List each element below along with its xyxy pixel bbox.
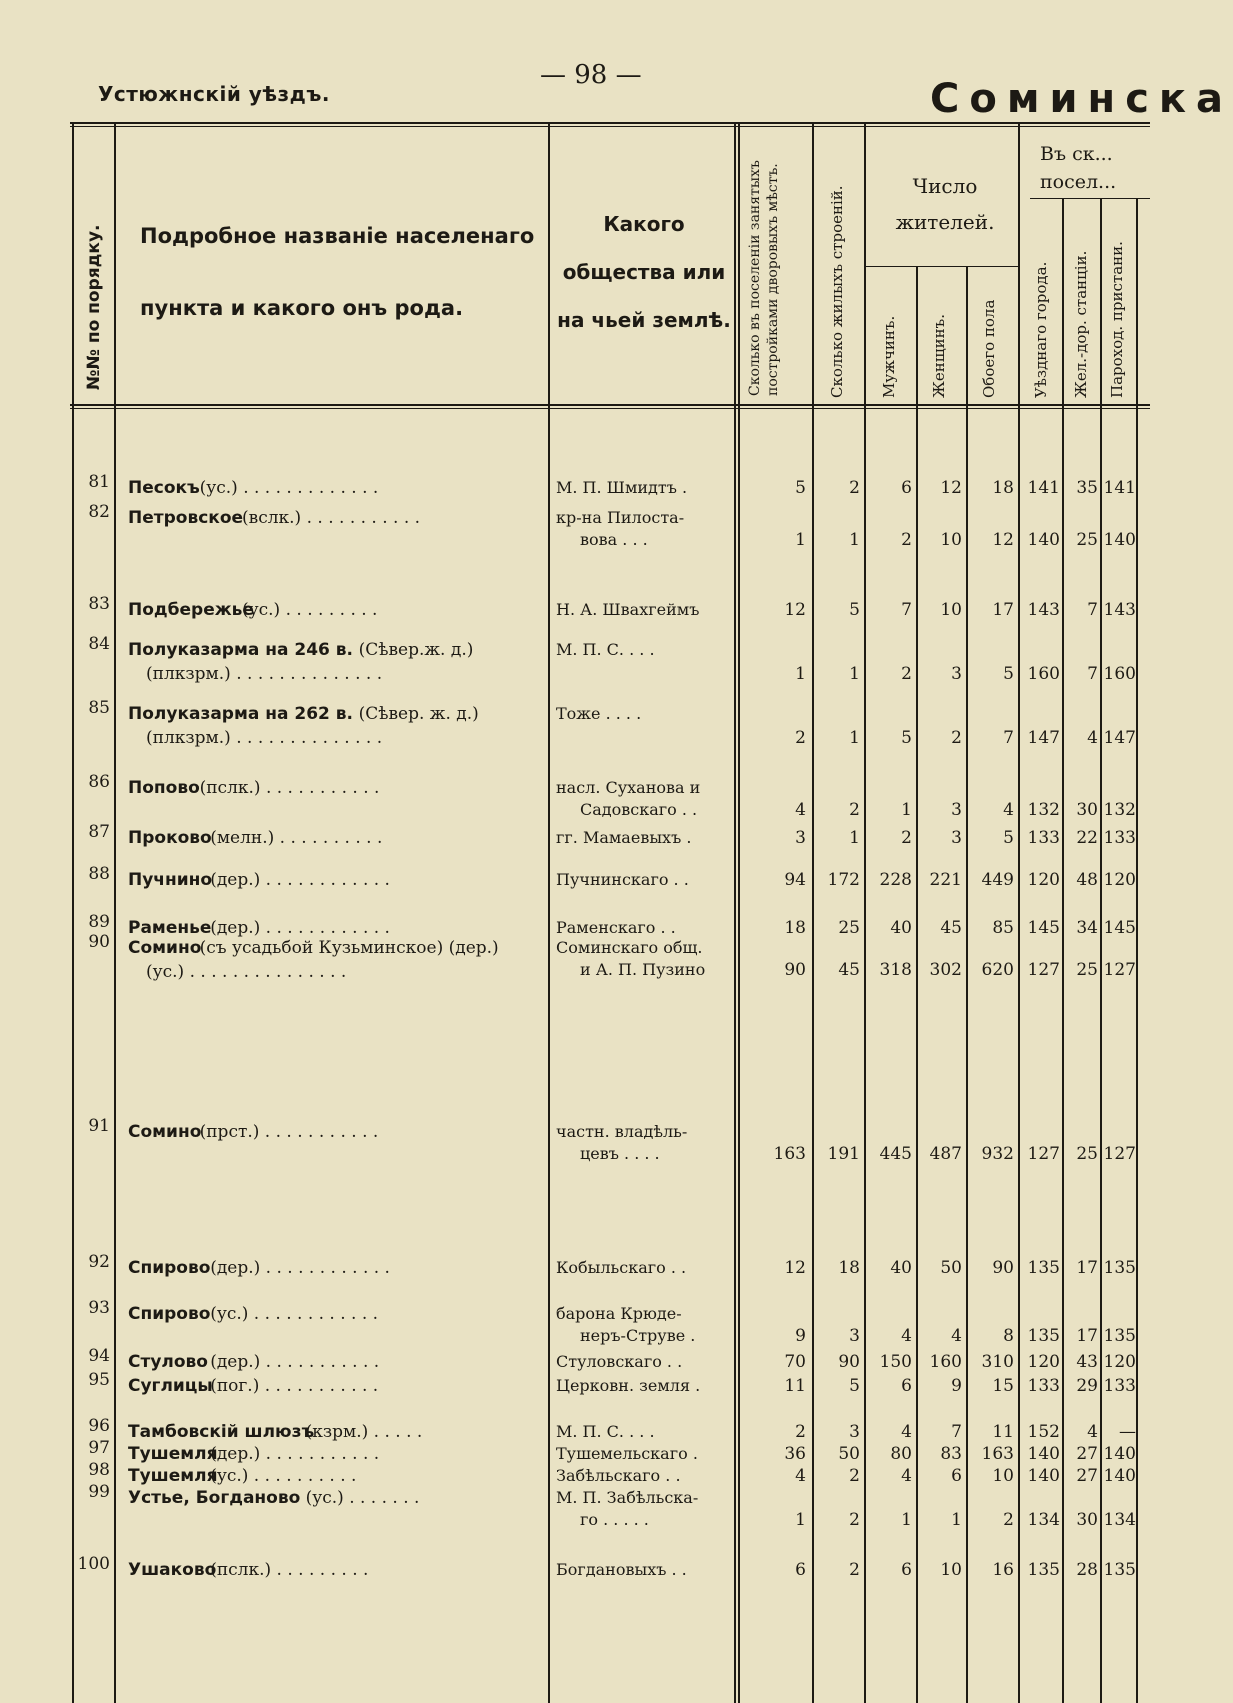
pier-distance: 140: [1103, 1444, 1136, 1464]
total-value: 310: [981, 1352, 1014, 1372]
total-value: 16: [992, 1560, 1014, 1580]
farms-value: 11: [784, 1376, 806, 1396]
col-header-residents: Число жителей.: [895, 174, 995, 234]
rail-distance: 7: [1087, 664, 1098, 684]
houses-value: 2: [849, 1466, 860, 1486]
farms-value: 1: [795, 1510, 806, 1530]
total-value: 5: [1003, 664, 1014, 684]
settlement-kind: (дер.) . . . . . . . . . . .: [210, 1352, 380, 1372]
header-bottom-rule-2: [70, 408, 1150, 409]
settlement-name: Петровское: [128, 508, 244, 528]
pier-distance: 132: [1103, 800, 1136, 820]
settlement-kind: (Сѣвер.ж. д.): [358, 640, 474, 660]
table-top-rule-2: [70, 126, 1150, 127]
rail-distance: 30: [1076, 800, 1098, 820]
houses-value: 90: [838, 1352, 860, 1372]
town-distance: 127: [1027, 1144, 1060, 1164]
men-value: 1: [901, 800, 912, 820]
town-distance: 140: [1027, 530, 1060, 550]
settlement-name: Сомино: [128, 1122, 202, 1142]
row-number: 95: [88, 1370, 110, 1390]
owner-line1: Тоже . . . .: [556, 704, 642, 723]
pier-distance: 135: [1103, 1258, 1136, 1278]
pier-distance: 120: [1103, 870, 1136, 890]
houses-value: 3: [849, 1422, 860, 1442]
owner-line2: и А. П. Пузино: [580, 960, 706, 979]
owner-line1: Н. А. Швахгеймъ: [556, 600, 700, 619]
pier-distance: 127: [1103, 1144, 1136, 1164]
total-value: 932: [981, 1144, 1014, 1164]
row-number: 94: [88, 1346, 110, 1366]
row-number: 89: [88, 912, 110, 932]
men-value: 445: [879, 1144, 912, 1164]
page-number: — 98 —: [540, 60, 642, 90]
houses-value: 5: [849, 1376, 860, 1396]
farms-value: 18: [784, 918, 806, 938]
houses-value: 1: [849, 828, 860, 848]
settlement-kind: (мелн.) . . . . . . . . . .: [210, 828, 383, 848]
pier-distance: 140: [1103, 530, 1136, 550]
town-distance: 135: [1027, 1326, 1060, 1346]
women-value: 3: [951, 800, 962, 820]
pier-distance: 133: [1103, 828, 1136, 848]
residents-subrule: [864, 266, 1018, 267]
rail-distance: 28: [1076, 1560, 1098, 1580]
settlement-name: Проково: [128, 828, 212, 848]
settlement-name: Подбережье: [128, 600, 254, 620]
owner-line1: насл. Суханова и: [556, 778, 701, 797]
col-header-name: Подробное названіе населенаго пункта и какого онъ рода.: [140, 224, 535, 320]
settlement-kind: (дер.) . . . . . . . . . . . .: [210, 1258, 390, 1278]
row-number: 100: [77, 1554, 110, 1574]
total-value: 12: [992, 530, 1014, 550]
farms-value: 4: [795, 1466, 806, 1486]
settlement-kind: (ус.) . . . . . . . . . . . .: [210, 1304, 379, 1324]
houses-value: 1: [849, 728, 860, 748]
total-value: 17: [992, 600, 1014, 620]
col-header-farms-box: [742, 138, 808, 400]
owner-line1: Забѣльскаго . .: [556, 1466, 681, 1485]
col-rule-name: [548, 124, 550, 1703]
town-distance: 140: [1027, 1444, 1060, 1464]
pier-distance: 135: [1103, 1560, 1136, 1580]
district-title: Устюжнскій уѣздъ.: [98, 82, 330, 106]
pier-distance: 135: [1103, 1326, 1136, 1346]
pier-distance: —: [1119, 1422, 1136, 1442]
settlement-kind: (ус.) . . . . . . .: [305, 1488, 420, 1508]
men-value: 7: [901, 600, 912, 620]
farms-value: 163: [773, 1144, 806, 1164]
women-value: 487: [929, 1144, 962, 1164]
settlement-name: Тушемля: [128, 1444, 218, 1464]
women-value: 9: [951, 1376, 962, 1396]
settlement-kind: (дер.) . . . . . . . . . . . .: [210, 870, 390, 890]
town-distance: 134: [1027, 1510, 1060, 1530]
farms-value: 1: [795, 530, 806, 550]
row-number: 82: [88, 502, 110, 522]
table-top-rule: [70, 122, 1150, 124]
farms-value: 1: [795, 664, 806, 684]
rail-distance: 34: [1076, 918, 1098, 938]
total-value: 449: [981, 870, 1014, 890]
owner-line1: М. П. Забѣльска-: [556, 1488, 699, 1507]
col-header-distance: Въ ск... посел...: [1040, 143, 1117, 193]
col-header-owner: Какого общества или на чьей землѣ.: [557, 212, 731, 332]
owner-line1: барона Крюде-: [556, 1304, 682, 1323]
men-value: 40: [890, 1258, 912, 1278]
row-number: 97: [88, 1438, 110, 1458]
pier-distance: 141: [1103, 478, 1136, 498]
men-value: 4: [901, 1466, 912, 1486]
houses-value: 1: [849, 664, 860, 684]
town-distance: 152: [1027, 1422, 1060, 1442]
town-distance: 127: [1027, 960, 1060, 980]
settlement-kind-line2: (плкзрм.) . . . . . . . . . . . . . .: [146, 664, 383, 684]
houses-value: 5: [849, 600, 860, 620]
owner-line2: Садовскаго . .: [580, 800, 698, 819]
men-value: 2: [901, 664, 912, 684]
col-rule-owner: [734, 124, 736, 1703]
men-value: 1: [901, 1510, 912, 1530]
houses-value: 45: [838, 960, 860, 980]
men-value: 6: [901, 1376, 912, 1396]
town-distance: 132: [1027, 800, 1060, 820]
rail-distance: 25: [1076, 1144, 1098, 1164]
settlement-kind-line2: (плкзрм.) . . . . . . . . . . . . . .: [146, 728, 383, 748]
row-number: 96: [88, 1416, 110, 1436]
distance-subrule: [1030, 198, 1150, 199]
settlement-kind: (кзрм.) . . . . .: [305, 1422, 423, 1442]
row-number: 98: [88, 1460, 110, 1480]
rail-distance: 17: [1076, 1258, 1098, 1278]
houses-value: 3: [849, 1326, 860, 1346]
men-value: 2: [901, 530, 912, 550]
men-value: 40: [890, 918, 912, 938]
men-value: 150: [879, 1352, 912, 1372]
col-header-town: Уѣзднаго города.: [1032, 261, 1050, 398]
rail-distance: 17: [1076, 1326, 1098, 1346]
women-value: 302: [929, 960, 962, 980]
total-value: 11: [992, 1422, 1014, 1442]
pier-distance: 160: [1103, 664, 1136, 684]
owner-line1: Церковн. земля .: [556, 1376, 701, 1395]
farms-value: 5: [795, 478, 806, 498]
pier-distance: 140: [1103, 1466, 1136, 1486]
row-number: 81: [88, 472, 110, 492]
farms-value: 2: [795, 1422, 806, 1442]
pier-distance: 127: [1103, 960, 1136, 980]
settlement-name: Ушаково: [128, 1560, 217, 1580]
town-distance: 143: [1027, 600, 1060, 620]
town-distance: 140: [1027, 1466, 1060, 1486]
men-value: 4: [901, 1422, 912, 1442]
men-value: 2: [901, 828, 912, 848]
women-value: 10: [940, 600, 962, 620]
town-distance: 147: [1027, 728, 1060, 748]
houses-value: 172: [827, 870, 860, 890]
total-value: 85: [992, 918, 1014, 938]
owner-line1: Стуловскаго . .: [556, 1352, 683, 1371]
rail-distance: 25: [1076, 960, 1098, 980]
settlement-kind: (прст.) . . . . . . . . . . .: [199, 1122, 379, 1142]
settlement-kind: (дер.) . . . . . . . . . . .: [210, 1444, 380, 1464]
row-number: 84: [88, 634, 110, 654]
owner-line1: частн. владѣль-: [556, 1122, 688, 1141]
rail-distance: 25: [1076, 530, 1098, 550]
owner-line1: Раменскаго . .: [556, 918, 676, 937]
settlement-kind: (дер.) . . . . . . . . . . . .: [210, 918, 390, 938]
settlement-name: Раменье: [128, 918, 212, 938]
settlement-name: Устье, Богданово: [128, 1488, 301, 1508]
settlement-name: Тамбовскій шлюзъ: [128, 1422, 315, 1442]
owner-line1: Тушемельскаго .: [556, 1444, 698, 1463]
women-value: 10: [940, 1560, 962, 1580]
total-value: 18: [992, 478, 1014, 498]
women-value: 10: [940, 530, 962, 550]
farms-value: 12: [784, 600, 806, 620]
settlement-name: Стулово: [128, 1352, 208, 1372]
rail-distance: 35: [1076, 478, 1098, 498]
total-value: 4: [1003, 800, 1014, 820]
houses-value: 191: [827, 1144, 860, 1164]
farms-value: 2: [795, 728, 806, 748]
settlement-kind: (пслк.) . . . . . . . . .: [210, 1560, 369, 1580]
row-number: 93: [88, 1298, 110, 1318]
row-number: 90: [88, 932, 110, 952]
women-value: 221: [929, 870, 962, 890]
houses-value: 25: [838, 918, 860, 938]
men-value: 318: [879, 960, 912, 980]
men-value: 228: [879, 870, 912, 890]
settlement-name: Полуказарма на 246 в.: [128, 640, 354, 660]
farms-value: 90: [784, 960, 806, 980]
women-value: 45: [940, 918, 962, 938]
women-value: 3: [951, 664, 962, 684]
men-value: 6: [901, 478, 912, 498]
farms-value: 94: [784, 870, 806, 890]
col-rule-no: [114, 124, 116, 1703]
houses-value: 2: [849, 800, 860, 820]
farms-value: 36: [784, 1444, 806, 1464]
total-value: 5: [1003, 828, 1014, 848]
total-value: 90: [992, 1258, 1014, 1278]
col-rule-owner-2: [738, 124, 740, 1703]
rail-distance: 27: [1076, 1466, 1098, 1486]
owner-line2: цевъ . . . .: [580, 1144, 660, 1163]
total-value: 15: [992, 1376, 1014, 1396]
women-value: 50: [940, 1258, 962, 1278]
farms-value: 6: [795, 1560, 806, 1580]
col-header-farms: Сколько въ поселеніи занятыхъ постройками дворовыхъ мѣстъ.: [747, 160, 781, 396]
town-distance: 135: [1027, 1258, 1060, 1278]
owner-line1: М. П. Шмидтъ .: [556, 478, 688, 497]
row-number: 83: [88, 594, 110, 614]
town-distance: 160: [1027, 664, 1060, 684]
women-value: 12: [940, 478, 962, 498]
col-header-houses: Сколько жилыхъ строеній.: [828, 185, 846, 398]
men-value: 80: [890, 1444, 912, 1464]
row-number: 92: [88, 1252, 110, 1272]
col-header-no: №№ по порядку.: [84, 224, 104, 390]
col-header-rail: Жел.-дор. станціи.: [1072, 250, 1090, 398]
volost-title: Соминска: [930, 76, 1233, 122]
rail-distance: 4: [1087, 728, 1098, 748]
total-value: 2: [1003, 1510, 1014, 1530]
owner-line1: Кобыльскаго . .: [556, 1258, 687, 1277]
owner-line2: неръ-Струве .: [580, 1326, 696, 1345]
pier-distance: 120: [1103, 1352, 1136, 1372]
town-distance: 133: [1027, 828, 1060, 848]
total-value: 10: [992, 1466, 1014, 1486]
col-header-total: Обоего пола: [980, 299, 998, 398]
settlement-name: Спирово: [128, 1258, 211, 1278]
rail-distance: 48: [1076, 870, 1098, 890]
settlement-kind-line2: (ус.) . . . . . . . . . . . . . . .: [146, 962, 347, 982]
settlement-name: Пучнино: [128, 870, 213, 890]
row-number: 87: [88, 822, 110, 842]
total-value: 163: [981, 1444, 1014, 1464]
owner-line2: вова . . .: [580, 530, 648, 549]
rail-distance: 29: [1076, 1376, 1098, 1396]
settlement-name: Полуказарма на 262 в.: [128, 704, 354, 724]
women-value: 83: [940, 1444, 962, 1464]
settlement-name: Сомино: [128, 938, 202, 958]
rail-distance: 27: [1076, 1444, 1098, 1464]
women-value: 1: [951, 1510, 962, 1530]
houses-value: 2: [849, 1510, 860, 1530]
settlement-name: Спирово: [128, 1304, 211, 1324]
women-value: 160: [929, 1352, 962, 1372]
total-value: 620: [981, 960, 1014, 980]
settlement-kind: (Сѣвер. ж. д.): [358, 704, 479, 724]
settlement-name: Попово: [128, 778, 200, 798]
women-value: 2: [951, 728, 962, 748]
owner-line1: Пучнинскаго . .: [556, 870, 689, 889]
women-value: 6: [951, 1466, 962, 1486]
owner-line1: Соминскаго общ.: [556, 938, 703, 957]
col-header-men: Мужчинъ.: [880, 315, 898, 398]
header-bottom-rule: [70, 404, 1150, 406]
owner-line1: кр-на Пилоста-: [556, 508, 685, 527]
row-number: 99: [88, 1482, 110, 1502]
total-value: 8: [1003, 1326, 1014, 1346]
men-value: 5: [901, 728, 912, 748]
settlement-kind: (съ усадьбой Кузьминское) (дер.): [199, 938, 499, 958]
men-value: 6: [901, 1560, 912, 1580]
col-header-women: Женщинъ.: [930, 314, 948, 398]
pier-distance: 143: [1103, 600, 1136, 620]
owner-line1: М. П. С. . . .: [556, 1422, 655, 1441]
farms-value: 70: [784, 1352, 806, 1372]
pier-distance: 147: [1103, 728, 1136, 748]
pier-distance: 134: [1103, 1510, 1136, 1530]
pier-distance: 133: [1103, 1376, 1136, 1396]
women-value: 3: [951, 828, 962, 848]
houses-value: 1: [849, 530, 860, 550]
row-number: 88: [88, 864, 110, 884]
rail-distance: 4: [1087, 1422, 1098, 1442]
pier-distance: 145: [1103, 918, 1136, 938]
row-number: 91: [88, 1116, 110, 1136]
col-header-pier: Пароход. пристани.: [1108, 241, 1126, 398]
settlement-kind: (ус.) . . . . . . . . . .: [210, 1466, 357, 1486]
settlement-kind: (пслк.) . . . . . . . . . . .: [199, 778, 380, 798]
farms-value: 3: [795, 828, 806, 848]
women-value: 7: [951, 1422, 962, 1442]
total-value: 7: [1003, 728, 1014, 748]
rail-distance: 30: [1076, 1510, 1098, 1530]
rail-distance: 7: [1087, 600, 1098, 620]
settlement-kind: (пог.) . . . . . . . . . . .: [210, 1376, 379, 1396]
settlement-kind: (ус.) . . . . . . . . .: [242, 600, 378, 620]
settlement-name: Песокъ: [128, 478, 200, 498]
houses-value: 18: [838, 1258, 860, 1278]
settlement-kind: (вслк.) . . . . . . . . . . .: [242, 508, 421, 528]
settlement-name: Тушемля: [128, 1466, 218, 1486]
town-distance: 120: [1027, 870, 1060, 890]
col-rule-pier: [1136, 198, 1138, 1703]
farms-value: 4: [795, 800, 806, 820]
town-distance: 120: [1027, 1352, 1060, 1372]
owner-line1: М. П. С. . . .: [556, 640, 655, 659]
houses-value: 2: [849, 1560, 860, 1580]
owner-line1: Богдановыхъ . .: [556, 1560, 687, 1579]
men-value: 4: [901, 1326, 912, 1346]
houses-value: 2: [849, 478, 860, 498]
settlement-kind: (ус.) . . . . . . . . . . . . .: [199, 478, 379, 498]
houses-value: 50: [838, 1444, 860, 1464]
town-distance: 141: [1027, 478, 1060, 498]
rail-distance: 22: [1076, 828, 1098, 848]
town-distance: 135: [1027, 1560, 1060, 1580]
settlement-name: Суглицы: [128, 1376, 213, 1396]
row-number: 85: [88, 698, 110, 718]
owner-line2: го . . . . .: [580, 1510, 649, 1529]
farms-value: 9: [795, 1326, 806, 1346]
rail-distance: 43: [1076, 1352, 1098, 1372]
town-distance: 145: [1027, 918, 1060, 938]
town-distance: 133: [1027, 1376, 1060, 1396]
women-value: 4: [951, 1326, 962, 1346]
owner-line1: гг. Мамаевыхъ .: [556, 828, 692, 847]
row-number: 86: [88, 772, 110, 792]
farms-value: 12: [784, 1258, 806, 1278]
